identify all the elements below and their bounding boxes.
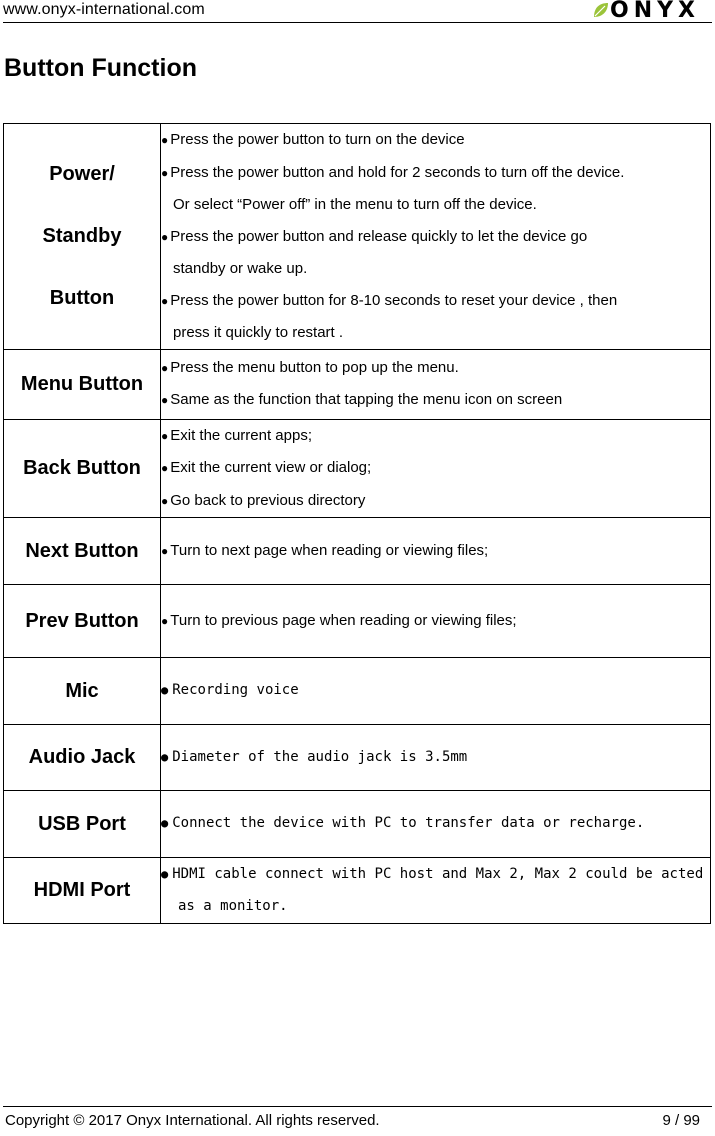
bullet-icon: ●	[161, 493, 169, 508]
website-url: www.onyx-international.com	[3, 1, 205, 18]
list-item	[161, 352, 710, 385]
item-text: Or select “Power off” in the menu to turn off the device.	[173, 196, 537, 213]
item-text: press it quickly to restart .	[173, 324, 344, 341]
row-desc-next	[161, 518, 711, 585]
row-label-hdmi-port: HDMI Port	[4, 858, 161, 924]
list-item	[161, 452, 710, 485]
list-item	[161, 675, 710, 707]
item-text: Exit the current apps;	[170, 426, 312, 444]
table-row-menu	[4, 349, 711, 419]
onyx-logo	[592, 0, 710, 23]
list-item	[161, 420, 710, 453]
list-item	[161, 808, 710, 840]
row-desc-menu	[161, 349, 711, 419]
bullet-icon: ●	[161, 293, 169, 308]
row-label-line: Button	[49, 287, 115, 310]
row-label-next: Next Button	[4, 518, 161, 585]
row-desc-audio-jack	[161, 725, 711, 791]
table-row-mic	[4, 658, 711, 725]
item-text: Press the power button and hold for 2 seconds to turn off the device.	[170, 163, 625, 181]
item-text: Recording voice	[172, 682, 299, 699]
item-text: Turn to previous page when reading or viewing files;	[170, 611, 517, 629]
table-row-audio-jack	[4, 725, 711, 791]
leaf-icon	[592, 1, 610, 19]
page-title: Button Function	[4, 54, 197, 82]
table-row-back	[4, 419, 711, 518]
row-desc-back	[161, 419, 711, 518]
bullet-icon: ●	[161, 133, 169, 147]
list-item-continuation	[161, 891, 710, 923]
item-text: Press the power button for 8-10 seconds to reset your device , then	[170, 291, 618, 309]
list-item-continuation	[161, 253, 710, 285]
bullet-icon: ●	[161, 543, 169, 558]
page-header	[3, 0, 712, 23]
list-item	[161, 384, 710, 417]
bullet-icon: ●	[161, 229, 169, 244]
row-label-line: Standby	[42, 225, 122, 248]
item-text: Press the power button to turn on the device	[170, 131, 465, 148]
item-text: as a monitor.	[178, 897, 288, 914]
row-desc-mic	[161, 658, 711, 725]
table-row-prev	[4, 585, 711, 658]
item-text: Connect the device with PC to transfer data or recharge.	[172, 815, 645, 832]
copyright-text: Copyright © 2017 Onyx International. All rights reserved.	[5, 1112, 380, 1129]
bullet-icon: ●	[161, 683, 169, 698]
row-label-back: Back Button	[4, 419, 161, 518]
item-text: Go back to previous directory	[170, 491, 366, 509]
item-text: Turn to next page when reading or viewing files;	[170, 541, 489, 559]
bullet-icon: ●	[161, 867, 169, 881]
bullet-icon: ●	[161, 360, 169, 375]
item-text: HDMI cable connect with PC host and Max 2, Max 2 could be acted	[172, 866, 704, 882]
table-row-next	[4, 518, 711, 585]
item-text: Press the menu button to pop up the menu.	[170, 358, 459, 376]
bullet-icon: ●	[161, 428, 169, 443]
list-item	[161, 605, 710, 638]
row-desc-power	[161, 124, 711, 350]
bullet-icon: ●	[161, 393, 169, 407]
row-label-audio-jack: Audio Jack	[4, 725, 161, 791]
list-item	[161, 535, 710, 568]
button-function-table	[3, 123, 711, 924]
row-label-usb-port: USB Port	[4, 791, 161, 858]
row-desc-usb-port	[161, 791, 711, 858]
list-item	[161, 157, 710, 190]
list-item-continuation	[161, 317, 710, 349]
list-item	[161, 124, 710, 157]
item-text: standby or wake up.	[173, 260, 308, 277]
list-item-continuation	[161, 189, 710, 221]
bullet-icon: ●	[161, 749, 169, 764]
row-label-mic: Mic	[4, 658, 161, 725]
list-item	[161, 485, 710, 518]
row-desc-prev	[161, 585, 711, 658]
row-desc-hdmi-port	[161, 858, 711, 924]
page-footer	[3, 1106, 712, 1129]
bullet-icon: ●	[161, 461, 169, 475]
row-label-power	[4, 124, 161, 350]
list-item	[161, 285, 710, 318]
bullet-icon: ●	[161, 816, 169, 831]
table-row-hdmi-port	[4, 858, 711, 924]
bullet-icon: ●	[161, 165, 169, 180]
bullet-icon: ●	[161, 613, 169, 628]
table-row-usb-port	[4, 791, 711, 858]
item-text: Exit the current view or dialog;	[170, 459, 372, 476]
row-label-menu: Menu Button	[4, 349, 161, 419]
item-text: Same as the function that tapping the menu icon on screen	[170, 391, 563, 408]
item-text: Press the power button and release quickly to let the device go	[170, 227, 588, 245]
list-item	[161, 742, 710, 774]
logo-wordmark: ONYX	[610, 0, 701, 23]
table-row-power	[4, 124, 711, 350]
list-item	[161, 221, 710, 254]
page-number: 9 / 99	[662, 1112, 700, 1129]
item-text: Diameter of the audio jack is 3.5mm	[172, 748, 468, 765]
row-label-line: Power/	[49, 163, 115, 186]
row-label-prev: Prev Button	[4, 585, 161, 658]
list-item	[161, 859, 710, 891]
